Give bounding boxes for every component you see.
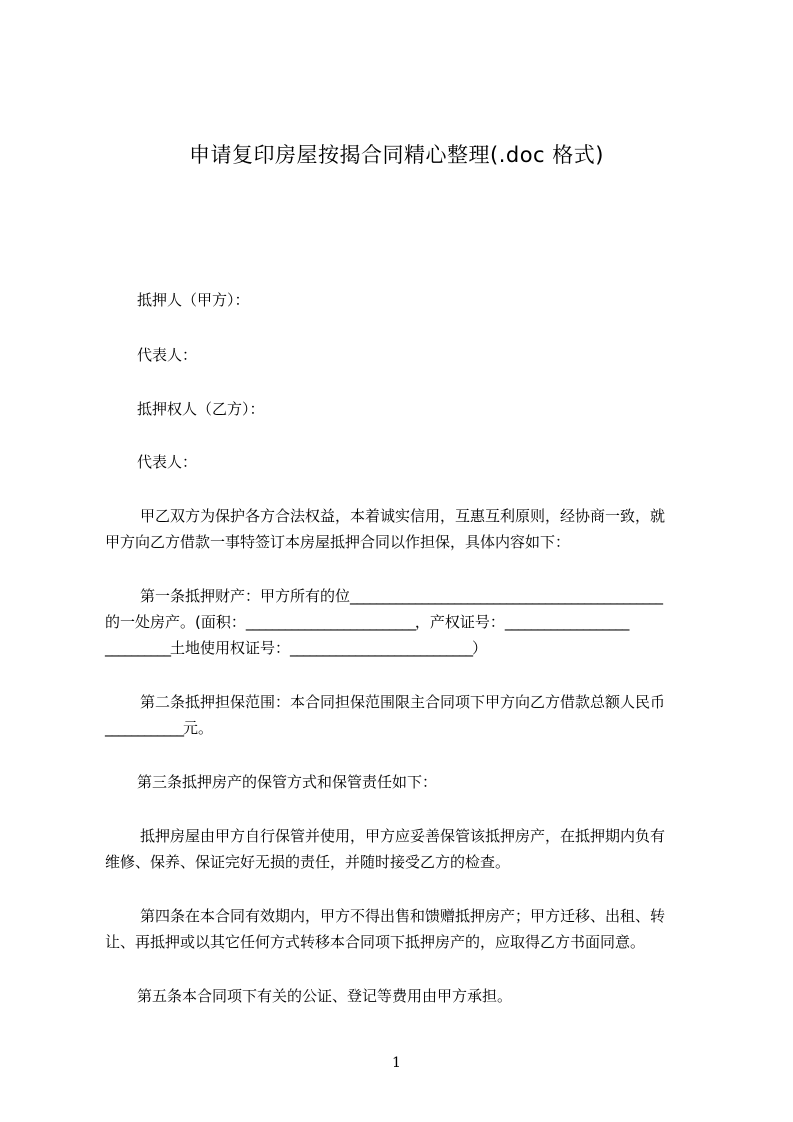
land-cert-blank: ____________________________ (290, 639, 473, 657)
mortgagor-representative-label: 代表人： (137, 346, 198, 364)
area-blank: __________________________ (245, 613, 415, 631)
property-clause: 的一处房产。(面积： (105, 613, 246, 631)
mortgagor-label: 抵押人（甲方）： (137, 291, 250, 309)
article-3-body-line-2: 维修、保养、保证完好无损的责任，并随时接受乙方的检查。 (105, 853, 511, 871)
mortgagee-representative-label: 代表人： (137, 453, 198, 471)
article-3-heading: 第三条抵押房产的保管方式和保管责任如下： (137, 773, 438, 791)
article-4-line-2: 让、再抵押或以其它任何方式转移本合同项下抵押房产的，应取得乙方书面同意。 (105, 933, 646, 951)
page-number: 1 (392, 1055, 401, 1071)
article-4-line-1: 第四条在本合同有效期内，甲方不得出售和馈赠抵押房产；甲方迁移、出租、转 (140, 907, 666, 925)
land-cert-label: 土地使用权证号： (170, 639, 291, 657)
yuan-label: 元。 (183, 719, 214, 737)
closing-paren: ） (472, 639, 488, 657)
property-cert-blank-cont: __________ (105, 639, 170, 657)
article-1-heading: 第一条抵押财产：甲方所有的位 (140, 587, 351, 605)
location-blank: ________________________________________________ (350, 587, 663, 605)
article-2-line-1: 第二条抵押担保范围：本合同担保范围限主合同项下甲方向乙方借款总额人民币 (140, 693, 666, 711)
property-cert-blank: ___________________ (504, 613, 629, 631)
document-title: 申请复印房屋按揭合同精心整理(.doc 格式) (189, 143, 604, 167)
article-2-line-2 (105, 718, 705, 738)
article-3-body-line-1: 抵押房屋由甲方自行保管并使用，甲方应妥善保管该抵押房产，在抵押期内负有 (140, 827, 666, 845)
mortgagee-label: 抵押权人（乙方）： (137, 400, 265, 418)
preamble-line-2: 甲方向乙方借款一事特签订本房屋抵押合同以作担保，具体内容如下： (105, 533, 571, 551)
article-5: 第五条本合同项下有关的公证、登记等费用由甲方承担。 (137, 987, 513, 1005)
article-1-line-3 (105, 638, 705, 658)
amount-blank: ____________ (105, 719, 183, 737)
preamble-line-1: 甲乙双方为保护各方合法权益，本着诚实信用，互惠互利原则，经协商一致，就 (140, 507, 666, 525)
article-1-line-2 (105, 612, 705, 632)
property-cert-label: ，产权证号： (414, 613, 505, 631)
article-1-line-1 (140, 586, 740, 606)
